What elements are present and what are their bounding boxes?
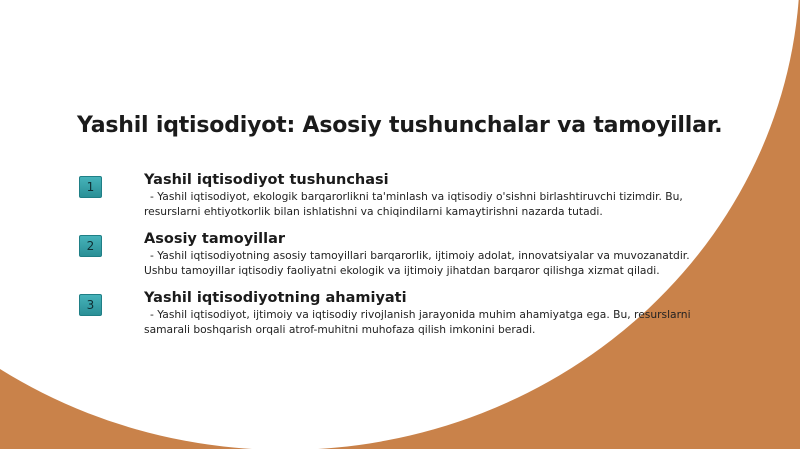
item-heading: Asosiy tamoyillar xyxy=(144,231,285,247)
item-heading: Yashil iqtisodiyotning ahamiyati xyxy=(144,290,407,306)
number-badge: 1 xyxy=(79,176,102,198)
item-heading: Yashil iqtisodiyot tushunchasi xyxy=(144,172,389,188)
item-description: - Yashil iqtisodiyot, ekologik barqarorlikni ta'minlash va iqtisodiy o'sishni birlashtiruvchi tizimdir. Bu, resurslarni ehtiyotkorlik bilan ishlatishni va chiqindilarni kamaytirishni nazarda tutadi. xyxy=(144,190,683,218)
item-description: - Yashil iqtisodiyot, ijtimoiy va iqtisodiy rivojlanish jarayonida muhim ahamiyatga ega. Bu, resurslarni samarali boshqarish orqali atrof-muhitni muhofaza qilish imkonini beradi. xyxy=(144,308,691,336)
slide-title: Yashil iqtisodiyot: Asosiy tushunchalar va tamoyillar. xyxy=(77,113,723,138)
number-badge: 2 xyxy=(79,235,102,257)
number-badge: 3 xyxy=(79,294,102,316)
item-description: - Yashil iqtisodiyotning asosiy tamoyillari barqarorlik, ijtimoiy adolat, innovatsiyalar va muvozanatdir. Ushbu tamoyillar iqtisodiy faoliyatni ekologik va ijtimoiy jihatdan barqaror qilishga xizmat qiladi. xyxy=(144,249,690,277)
